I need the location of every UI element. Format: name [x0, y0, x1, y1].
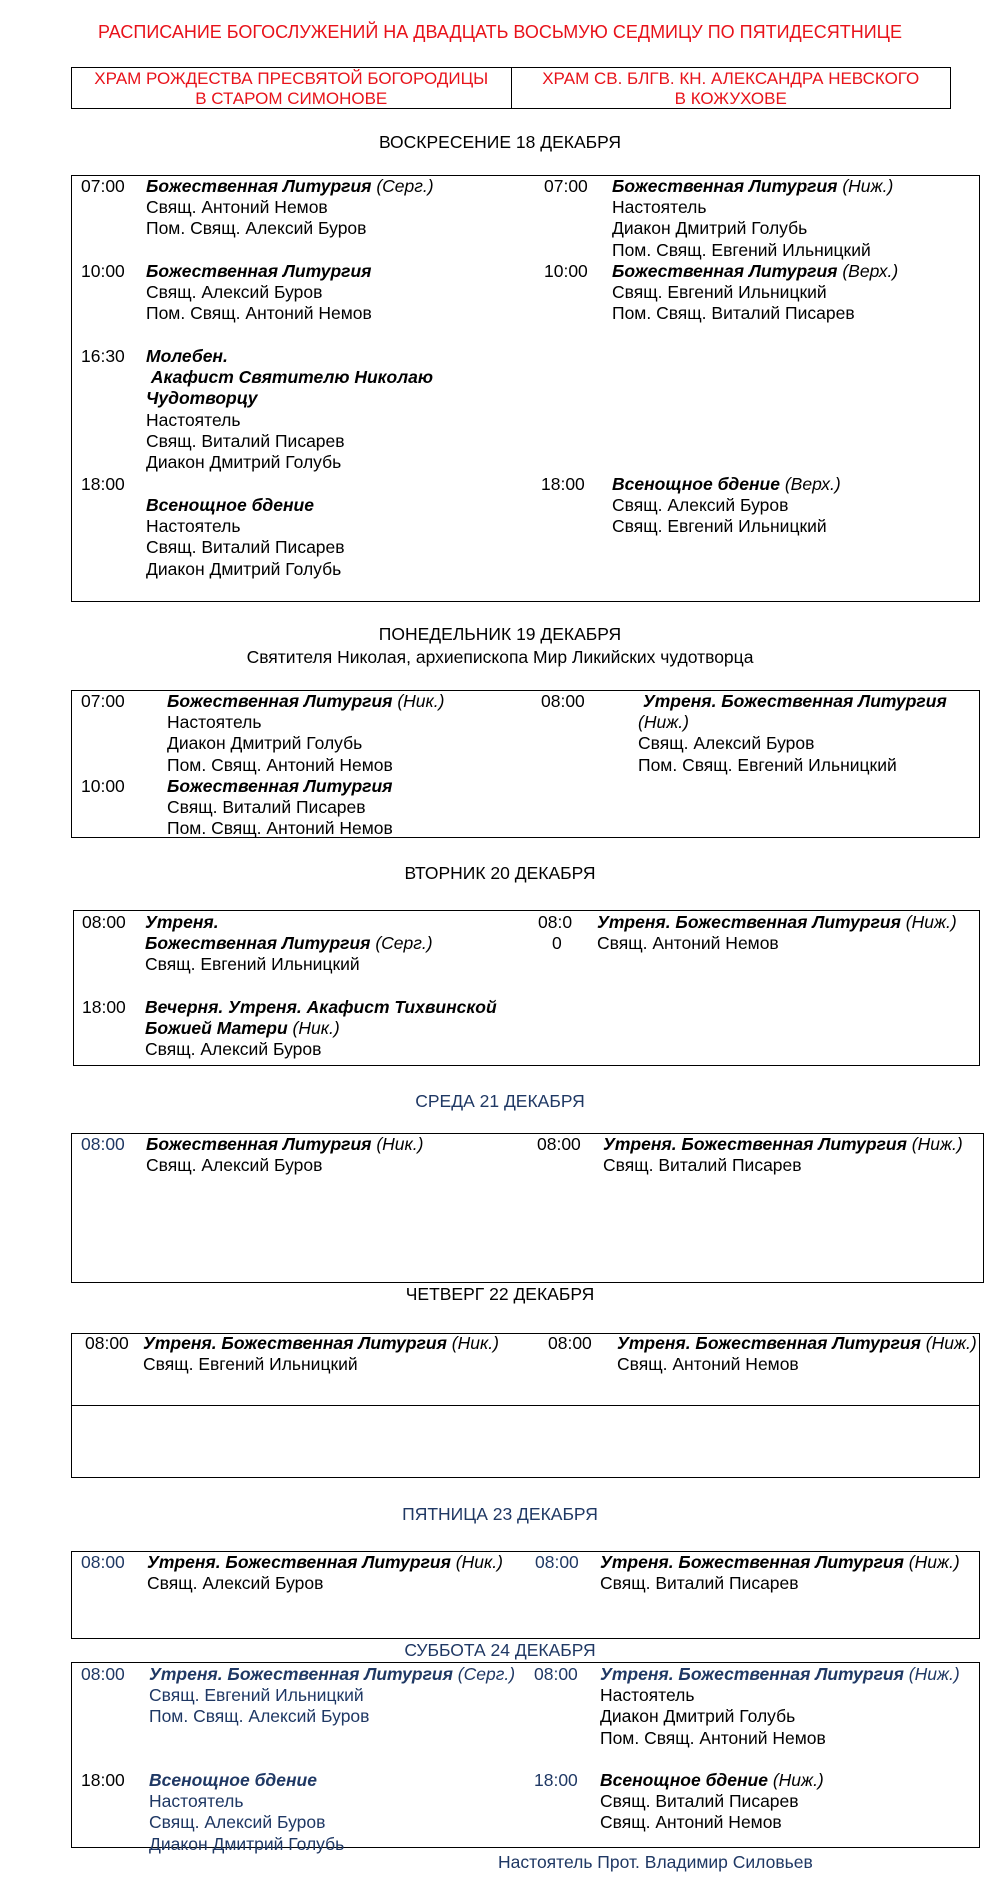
service-name: Утреня. Божественная Литургия — [638, 691, 947, 711]
service-name: Божественная Литургия — [167, 776, 393, 796]
clergy-line: Свящ. Алексий Буров — [612, 495, 789, 516]
day-heading-friday: ПЯТНИЦА 23 ДЕКАБРЯ — [402, 1504, 598, 1524]
day-heading-tuesday: ВТОРНИК 20 ДЕКАБРЯ — [404, 863, 596, 883]
service-name: Божественная Литургия — [146, 261, 372, 281]
clergy-line: Свящ. Алексий Буров — [147, 1573, 324, 1594]
service-location: (Ниж.) — [903, 1664, 960, 1684]
entry-time: 08:00 — [548, 1333, 592, 1353]
service-name: Утреня. Божественная Литургия — [149, 1664, 453, 1684]
schedule-entry — [617, 1333, 977, 1375]
schedule-entry — [167, 776, 393, 840]
service-location: (Ник.) — [450, 1552, 503, 1572]
church-left-line-2: В СТАРОМ СИМОНОВЕ — [195, 89, 388, 108]
service-name: Утреня. Божественная Литургия — [597, 912, 901, 932]
clergy-line: Настоятель — [612, 197, 707, 218]
clergy-line: Свящ. Евгений Ильницкий — [612, 282, 827, 303]
service-location: (Серг.) — [371, 176, 434, 196]
service-name: Чудотворцу — [146, 388, 258, 409]
clergy-line: Свящ. Евгений Ильницкий — [145, 954, 360, 975]
schedule-entry — [149, 1770, 344, 1855]
schedule-entry — [149, 1664, 515, 1728]
service-name: Акафист Святителю Николаю — [146, 367, 433, 388]
clergy-line: Свящ. Евгений Ильницкий — [149, 1685, 364, 1706]
service-name: Божией Матери — [145, 1018, 288, 1039]
service-name: Утреня. Божественная Литургия — [617, 1333, 921, 1353]
church-left-line-1: ХРАМ РОЖДЕСТВА ПРЕСВЯТОЙ БОГОРОДИЦЫ — [94, 69, 489, 88]
schedule-entry — [145, 997, 497, 1061]
clergy-line: Свящ. Виталий Писарев — [603, 1155, 802, 1176]
entry-time: 18:00 — [81, 1770, 125, 1790]
entry-time: 10:00 — [81, 776, 125, 796]
clergy-line: Свящ. Алексий Буров — [149, 1812, 326, 1833]
service-name: Божественная Литургия — [145, 933, 371, 954]
clergy-line: Диакон Дмитрий Голубь — [146, 452, 342, 473]
service-name: Утреня. — [145, 912, 219, 932]
clergy-line: Пом. Свящ. Виталий Писарев — [612, 303, 855, 324]
service-name: Божественная Литургия — [612, 261, 838, 281]
clergy-line: Свящ. Алексий Буров — [145, 1039, 322, 1060]
day-heading-thursday: ЧЕТВЕРГ 22 ДЕКАБРЯ — [405, 1284, 595, 1304]
clergy-line: Пом. Свящ. Антоний Немов — [167, 818, 393, 839]
schedule-entry — [603, 1134, 963, 1176]
schedule-entry — [147, 1552, 503, 1594]
schedule-entry — [600, 1552, 960, 1594]
clergy-line: Настоятель — [167, 712, 262, 733]
service-location: (Ниж.) — [900, 912, 957, 932]
entry-time: 18:00 — [81, 474, 125, 494]
schedule-entry — [597, 912, 957, 954]
clergy-line: Свящ. Евгений Ильницкий — [612, 516, 827, 537]
service-name: Утреня. Божественная Литургия — [600, 1552, 904, 1572]
service-location: (Ниж.) — [906, 1134, 963, 1154]
clergy-line: Диакон Дмитрий Голубь — [149, 1833, 345, 1854]
service-location: (Верх.) — [837, 261, 899, 281]
service-name: Божественная Литургия — [146, 1134, 372, 1154]
clergy-line: Пом. Свящ. Евгений Ильницкий — [638, 754, 897, 775]
service-name: Божественная Литургия — [146, 176, 372, 196]
schedule-entry — [145, 912, 433, 976]
page-title: РАСПИСАНИЕ БОГОСЛУЖЕНИЙ НА ДВАДЦАТЬ ВОСЬМУЮ СЕДМИЦУ ПО ПЯТИДЕСЯТНИЦЕ — [97, 22, 903, 42]
church-right-line-2: В КОЖУХОВЕ — [674, 89, 787, 108]
clergy-line: Свящ. Виталий Писарев — [146, 430, 345, 451]
service-location: (Ник.) — [446, 1333, 499, 1353]
service-name: Всенощное бдение — [600, 1770, 768, 1790]
clergy-line: Пом. Свящ. Алексий Буров — [146, 218, 367, 239]
clergy-line: Свящ. Виталий Писарев — [600, 1791, 799, 1812]
schedule-entry — [600, 1770, 824, 1834]
service-location: (Серг.) — [370, 933, 433, 954]
clergy-line: Свящ. Алексий Буров — [638, 733, 815, 754]
service-location: (Серг.) — [452, 1664, 516, 1684]
service-location: (Ник.) — [392, 691, 445, 711]
church-right — [511, 68, 951, 108]
schedule-entry — [146, 346, 433, 473]
service-name: Всенощное бдение — [149, 1770, 317, 1790]
service-name: Божественная Литургия — [612, 176, 838, 196]
entry-time: 18:00 — [82, 997, 126, 1017]
day-heading-monday: ПОНЕДЕЛЬНИК 19 ДЕКАБРЯ — [378, 624, 622, 644]
entry-time: 18:00 — [541, 474, 585, 494]
day-heading-sunday: ВОСКРЕСЕНИЕ 18 ДЕКАБРЯ — [378, 132, 622, 152]
entry-time: 08:00 — [537, 1134, 581, 1154]
schedule-entry — [167, 691, 445, 776]
schedule-entry — [146, 495, 345, 580]
service-location: (Ник.) — [287, 1018, 340, 1039]
entry-time: 08:0 — [538, 912, 573, 932]
church-right-line-1: ХРАМ СВ. БЛГВ. КН. АЛЕКСАНДРА НЕВСКОГО — [542, 69, 920, 88]
service-name: Утреня. Божественная Литургия — [600, 1664, 904, 1684]
entry-time: 0 — [552, 933, 562, 953]
service-name: Утреня. Божественная Литургия — [147, 1552, 451, 1572]
schedule-entry — [638, 691, 947, 776]
schedule-entry — [612, 474, 841, 538]
service-name: Всенощное бдение — [146, 495, 314, 515]
schedule-entry — [143, 1333, 499, 1375]
clergy-line: Диакон Дмитрий Голубь — [612, 218, 808, 239]
church-header-table — [71, 67, 951, 109]
clergy-line: Диакон Дмитрий Голубь — [146, 558, 342, 579]
clergy-line: Свящ. Евгений Ильницкий — [143, 1354, 358, 1375]
service-location: (Ниж.) — [767, 1770, 824, 1790]
schedule-entry — [612, 176, 893, 261]
clergy-line: Настоятель — [146, 409, 241, 430]
clergy-line: Свящ. Алексий Буров — [146, 282, 323, 303]
clergy-line: Свящ. Виталий Писарев — [167, 797, 366, 818]
footer-signature: Настоятель Прот. Владимир Силовьев — [498, 1852, 813, 1872]
entry-time: 10:00 — [81, 261, 125, 281]
clergy-line: Настоятель — [149, 1791, 244, 1812]
service-name: Молебен. — [146, 346, 228, 366]
entry-time: 08:00 — [85, 1333, 129, 1353]
clergy-line: Пом. Свящ. Антоний Немов — [167, 754, 393, 775]
schedule-entry — [146, 261, 372, 325]
clergy-line: Свящ. Антоний Немов — [597, 933, 779, 954]
schedule-entry — [600, 1664, 960, 1749]
church-left — [72, 68, 511, 108]
service-name: Всенощное бдение — [612, 474, 780, 494]
clergy-line: Пом. Свящ. Евгений Ильницкий — [612, 239, 871, 260]
service-name: Утреня. Божественная Литургия — [603, 1134, 907, 1154]
service-location: (Ниж.) — [837, 176, 894, 196]
service-location: (Ниж.) — [920, 1333, 977, 1353]
entry-time: 08:00 — [535, 1552, 579, 1572]
service-location: (Ниж.) — [903, 1552, 960, 1572]
clergy-line: Настоятель — [146, 516, 241, 537]
schedule-entry — [146, 1134, 424, 1176]
day-heading-wednesday: СРЕДА 21 ДЕКАБРЯ — [415, 1091, 585, 1111]
service-location: (Ниж.) — [638, 712, 689, 733]
clergy-line: Свящ. Алексий Буров — [146, 1155, 323, 1176]
entry-time: 10:00 — [544, 261, 588, 281]
entry-time: 08:00 — [541, 691, 585, 711]
clergy-line: Пом. Свящ. Антоний Немов — [146, 303, 372, 324]
clergy-line: Пом. Свящ. Алексий Буров — [149, 1706, 370, 1727]
entry-time: 16:30 — [81, 346, 125, 366]
row-divider — [71, 1405, 980, 1406]
entry-time: 07:00 — [544, 176, 588, 196]
schedule-entry — [146, 176, 434, 240]
entry-time: 08:00 — [81, 1134, 125, 1154]
entry-time: 08:00 — [534, 1664, 578, 1684]
service-name: Утреня. Божественная Литургия — [143, 1333, 447, 1353]
clergy-line: Свящ. Антоний Немов — [146, 197, 328, 218]
entry-time: 18:00 — [534, 1770, 578, 1790]
entry-time: 07:00 — [81, 691, 125, 711]
clergy-line: Свящ. Антоний Немов — [617, 1354, 799, 1375]
entry-time: 08:00 — [81, 1664, 125, 1684]
schedule-entry — [612, 261, 898, 325]
service-name: Божественная Литургия — [167, 691, 393, 711]
entry-time: 07:00 — [81, 176, 125, 196]
clergy-line: Настоятель — [600, 1685, 695, 1706]
clergy-line: Пом. Свящ. Антоний Немов — [600, 1727, 826, 1748]
clergy-line: Свящ. Виталий Писарев — [600, 1573, 799, 1594]
entry-time: 08:00 — [81, 1552, 125, 1572]
service-location: (Ник.) — [371, 1134, 424, 1154]
day-heading-saturday: СУББОТА 24 ДЕКАБРЯ — [404, 1640, 596, 1660]
clergy-line: Свящ. Виталий Писарев — [146, 537, 345, 558]
day-subheading-monday: Святителя Николая, архиепископа Мир Ликийских чудотворца — [246, 647, 754, 667]
clergy-line: Диакон Дмитрий Голубь — [600, 1706, 796, 1727]
entry-time: 08:00 — [82, 912, 126, 932]
clergy-line: Свящ. Антоний Немов — [600, 1812, 782, 1833]
service-location: (Верх.) — [779, 474, 841, 494]
service-name: Вечерня. Утреня. Акафист Тихвинской — [145, 997, 497, 1017]
clergy-line: Диакон Дмитрий Голубь — [167, 733, 363, 754]
